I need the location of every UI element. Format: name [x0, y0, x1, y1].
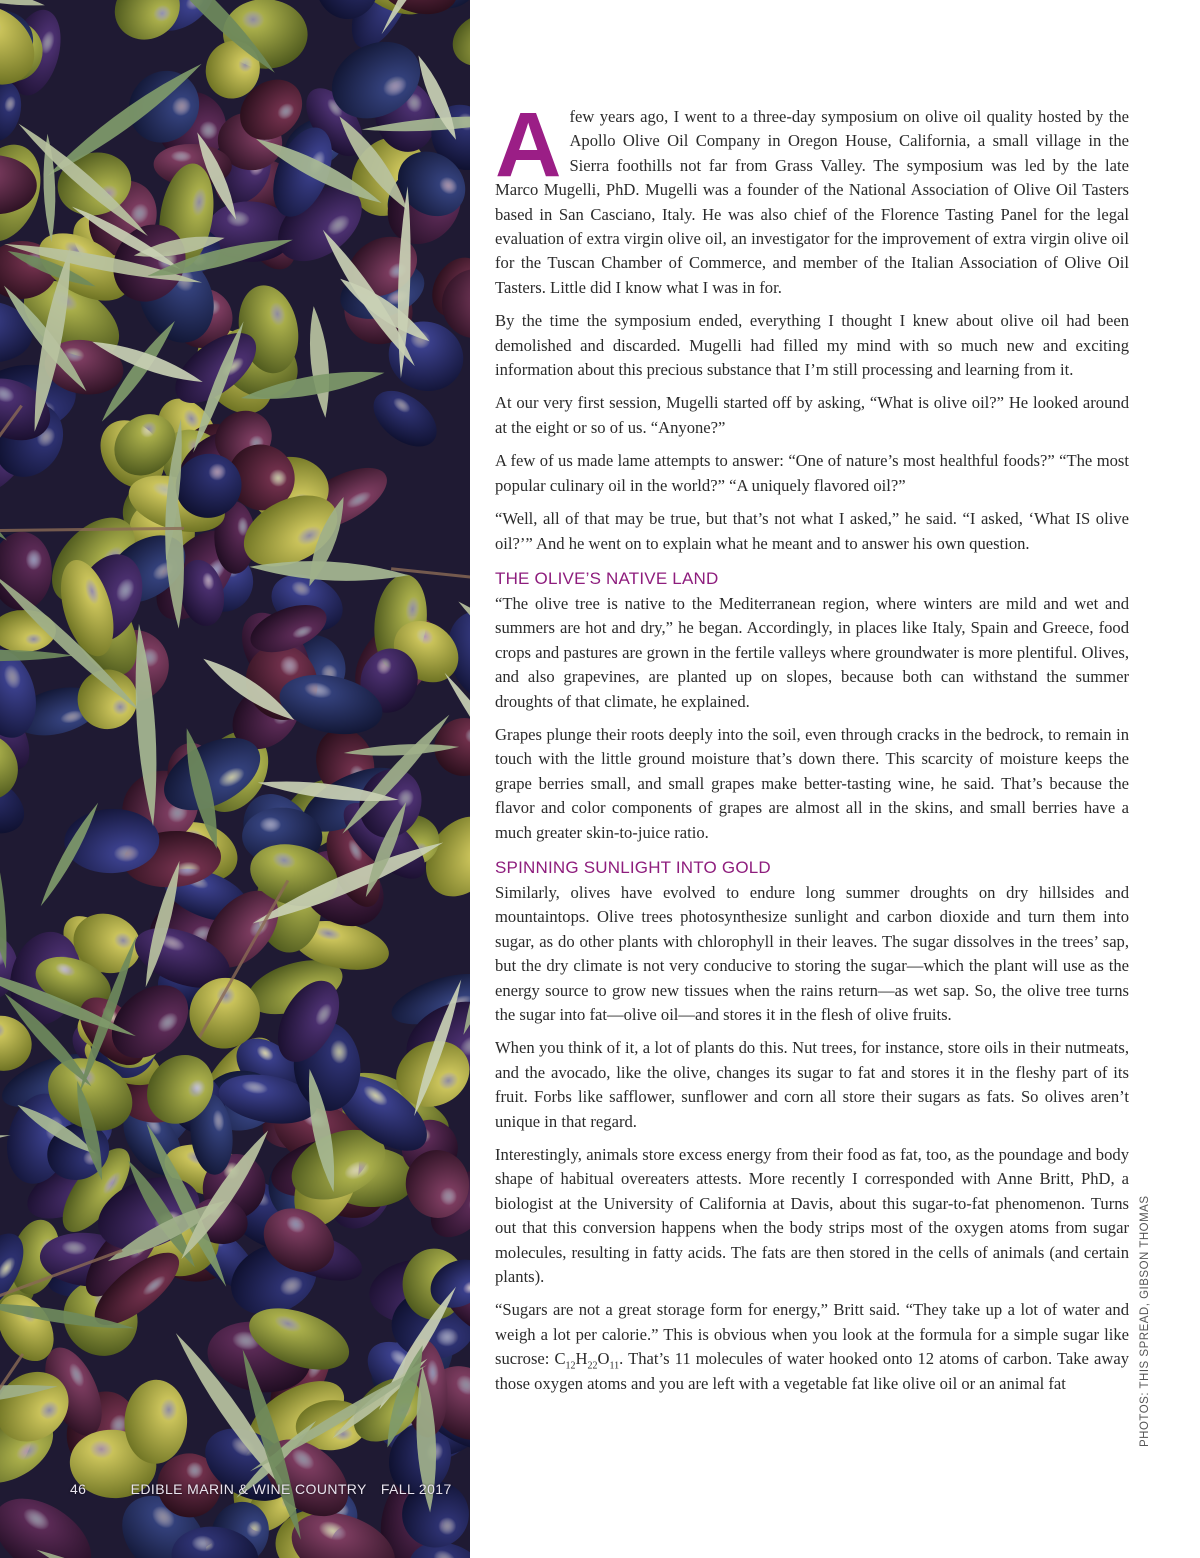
subscript: 22: [587, 1360, 598, 1372]
issue-label: FALL 2017: [380, 1481, 452, 1497]
paragraph: By the time the symposium ended, everything I thought I knew about olive oil had been demolished and discarded. Mugelli had filled my mind with so much new and exciting information about this precious substance that I’m still processing and learning from it.: [495, 311, 1129, 380]
paragraph-intro-text: few years ago, I went to a three-day symposium on olive oil quality hosted by the Apollo Olive Oil Company in Oregon House, California, a small village in the Sierra foothills not far from Grass Valley. The symposium was led by the late Marco Mugelli, PhD. Mugelli was a founder of the National Association of Olive Oil Tasters based in San Casciano, Italy. He was also chief of the Florence Tasting Panel for the legal evaluation of extra virgin olive oil, an investigator for the improvement of extra virgin olive oil for the Tuscan Chamber of Commerce, and member of the Italian Association of Olive Oil Tasters. Little did I know what I was in for.: [495, 107, 1129, 297]
paragraph: Similarly, olives have evolved to endure long summer droughts on dry hillsides and mountaintops. Olive trees photosynthesize sunlight and carbon dioxide and turn them into sugar, as do other plants with chlorophyll in their leaves. The sugar dissolves in the trees’ sap, but the dry climate is not very conducive to storing the sugar—which the plant will use as the energy source to grow new tissues when the rains return—as wet sap. So, the olive tree turns the sugar into fat—olive oil—and stores it in the flesh of olive fruits.: [495, 882, 1129, 1024]
olive-pile-image: [0, 0, 470, 1558]
photo-credit: PHOTOS: THIS SPREAD, GIBSON THOMAS: [1139, 1195, 1151, 1447]
paragraph: When you think of it, a lot of plants do this. Nut trees, for instance, store oils in their nutmeats, and the avocado, like the olive, changes its sugar to fat and stores it in the fleshy part of its fruit. Forbs like safflower, sunflower and corn all store their sugars as fats. So olives aren’t unique in that regard.: [495, 1038, 1129, 1131]
section-heading-sunlight-gold: SPINNING SUNLIGHT INTO GOLD: [495, 857, 771, 877]
drop-cap: A: [495, 94, 562, 196]
subscript: 12: [565, 1360, 576, 1372]
paragraph: At our very first session, Mugelli started off by asking, “What is olive oil?” He looked around at the eight or so of us. “Anyone?”: [495, 393, 1129, 437]
article-body: [495, 94, 1130, 1405]
text-run: “Sugars are not a great storage form for energy,” Britt said. “They take up a lot of water and weigh a lot per calorie.” This is obvious when you look at the formula for a simple sugar like sucrose: C: [495, 1300, 1129, 1369]
paragraph-intro: [495, 94, 1129, 300]
text-run: H: [575, 1349, 588, 1369]
page-footer: [70, 1481, 452, 1497]
page-number: 46: [70, 1481, 87, 1497]
text-run: . That’s 11 molecules of water hooked onto 12 atoms of carbon. Take away those oxygen atoms and you are left with a vegetable fat like olive oil or an animal fat: [495, 1349, 1130, 1393]
paragraph: “The olive tree is native to the Mediterranean region, where winters are mild and wet and summers are hot and dry,” he began. Accordingly, in places like Italy, Spain and Greece, food crops and pastures are grown in the fertile valleys where groundwater is more plentiful. Olives, and also grapevines, are planted up on slopes, because both can withstand the summer droughts of that climate, he explained.: [495, 593, 1129, 711]
paragraph: “Well, all of that may be true, but that’s not what I asked,” he said. “I asked, ‘What IS olive oil?’” And he went on to explain what he meant and to answer his own question.: [495, 509, 1129, 553]
paragraph-sucrose: [495, 1298, 1129, 1396]
paragraph: Interestingly, animals store excess energy from their food as fat, too, as the poundage and body shape of habitual overeaters attests. More recently I corresponded with Anne Britt, PhD, a biologist at the University of California at Davis, about this sugar-to-fat phenomenon. Turns out that this conversion happens when the body strips most of the oxygen atoms from sugar molecules, resulting in fatty acids. The fats are then stored in the cells of animals (and certain plants).: [495, 1145, 1129, 1287]
text-run: O: [597, 1349, 610, 1369]
paragraph: A few of us made lame attempts to answer: “One of nature’s most healthful foods?” “The most popular culinary oil in the world?” “A uniquely flavored oil?”: [495, 451, 1129, 495]
subscript: 11: [609, 1360, 620, 1372]
section-heading-native-land: THE OLIVE’S NATIVE LAND: [495, 568, 719, 588]
paragraph: Grapes plunge their roots deeply into the soil, even through cracks in the bedrock, to remain in touch with the little ground moisture that’s down there. This scarcity of moisture keeps the grape berries small, and small grapes make better-tasting wine, he said. That’s because the flavor and color components of grapes are almost all in the skins, and small berries have a much greater skin-to-juice ratio.: [495, 724, 1129, 842]
olive-photo: [0, 0, 470, 1558]
publication-name: EDIBLE MARIN & WINE COUNTRY: [130, 1481, 367, 1497]
